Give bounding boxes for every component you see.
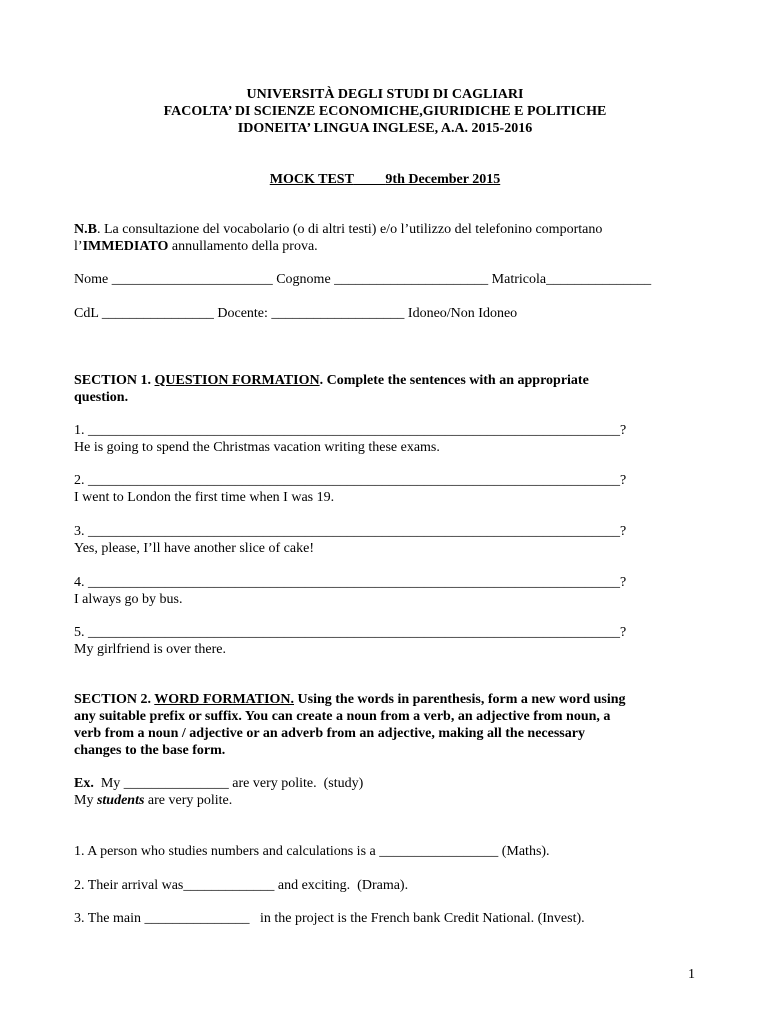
section2-item-3[interactable]: 3. The main _______________ in the project is the French bank Credit National. (Invest). — [74, 911, 585, 926]
section1-title-rest: . Complete the sentences with an appropriate — [319, 373, 589, 388]
section2-line4: changes to the base form. — [74, 743, 226, 758]
section1-item-2 — [74, 472, 704, 506]
example-text: My _______________ are very polite. (study) — [93, 776, 364, 791]
section1-item-5 — [74, 624, 704, 658]
section1-title-line2: question. — [74, 390, 129, 405]
mock-test-label: MOCK TEST — [269, 172, 354, 187]
question-blank[interactable]: 4. ____________________________________________________________________________? — [74, 575, 627, 590]
nb-lead: N.B — [74, 222, 97, 237]
question-blank[interactable]: 3. ____________________________________________________________________________? — [74, 524, 627, 539]
example-answer-post: are very polite. — [144, 793, 233, 808]
header-faculty: FACOLTA’ DI SCIENZE ECONOMICHE,GIURIDICHE E POLITICHE — [163, 104, 607, 119]
nb-text1: . La consultazione del vocabolario (o di altri testi) e/o l’utilizzo del telefonino comportano — [96, 222, 603, 237]
answer-text: Yes, please, I’ll have another slice of cake! — [74, 541, 314, 556]
section1-item-3 — [74, 523, 704, 557]
question-blank[interactable]: 5. ____________________________________________________________________________? — [74, 625, 627, 640]
mock-test-date: 9th December 2015 — [385, 172, 501, 187]
student-fields-row1[interactable]: Nome _______________________ Cognome ______________________ Matricola_______________ — [74, 272, 652, 287]
example-answer-word: students — [96, 793, 145, 808]
nb-text2-post: annullamento della prova. — [168, 239, 318, 254]
section2-item-1[interactable]: 1. A person who studies numbers and calculations is a _________________ (Maths). — [74, 844, 550, 859]
example-answer-pre: My — [74, 793, 97, 808]
header-university: UNIVERSITÀ DEGLI STUDI DI CAGLIARI — [246, 87, 524, 102]
answer-text: My girlfriend is over there. — [74, 642, 227, 657]
section1-item-4 — [74, 574, 704, 608]
section1-title-underlined: QUESTION FORMATION — [154, 373, 320, 388]
nb-text2-pre: l’ — [74, 239, 83, 254]
example-label: Ex. — [74, 776, 94, 791]
question-blank[interactable]: 2. ____________________________________________________________________________? — [74, 473, 627, 488]
header-course: IDONEITA’ LINGUA INGLESE, A.A. 2015-2016 — [237, 121, 533, 136]
section1-title — [74, 372, 704, 406]
mock-test-gap — [354, 172, 386, 187]
section2-example — [74, 775, 704, 809]
section2-title — [74, 691, 714, 759]
section2-title-underlined: WORD FORMATION. — [154, 692, 295, 707]
section1-item-1 — [74, 422, 704, 456]
section2-label: SECTION 2. — [74, 692, 155, 707]
question-blank[interactable]: 1. ____________________________________________________________________________? — [74, 423, 627, 438]
section2-item-2[interactable]: 2. Their arrival was_____________ and exciting. (Drama). — [74, 878, 409, 893]
document-header — [0, 86, 770, 137]
section1-label: SECTION 1. — [74, 373, 155, 388]
section2-line2: any suitable prefix or suffix. You can create a noun from a verb, an adjective from noun, a — [74, 709, 611, 724]
nb-text2-bold: IMMEDIATO — [82, 239, 169, 254]
nb-notice — [74, 221, 704, 255]
page-number: 1 — [688, 967, 695, 982]
student-fields-row2[interactable]: CdL ________________ Docente: ___________________ Idoneo/Non Idoneo — [74, 306, 518, 321]
answer-text: He is going to spend the Christmas vacation writing these exams. — [74, 440, 440, 455]
mock-test-title — [0, 171, 770, 188]
section2-title-rest: Using the words in parenthesis, form a new word using — [294, 692, 626, 707]
answer-text: I went to London the first time when I was 19. — [74, 490, 335, 505]
section2-line3: verb from a noun / adjective or an adverb from an adjective, making all the necessary — [74, 726, 585, 741]
answer-text: I always go by bus. — [74, 592, 183, 607]
